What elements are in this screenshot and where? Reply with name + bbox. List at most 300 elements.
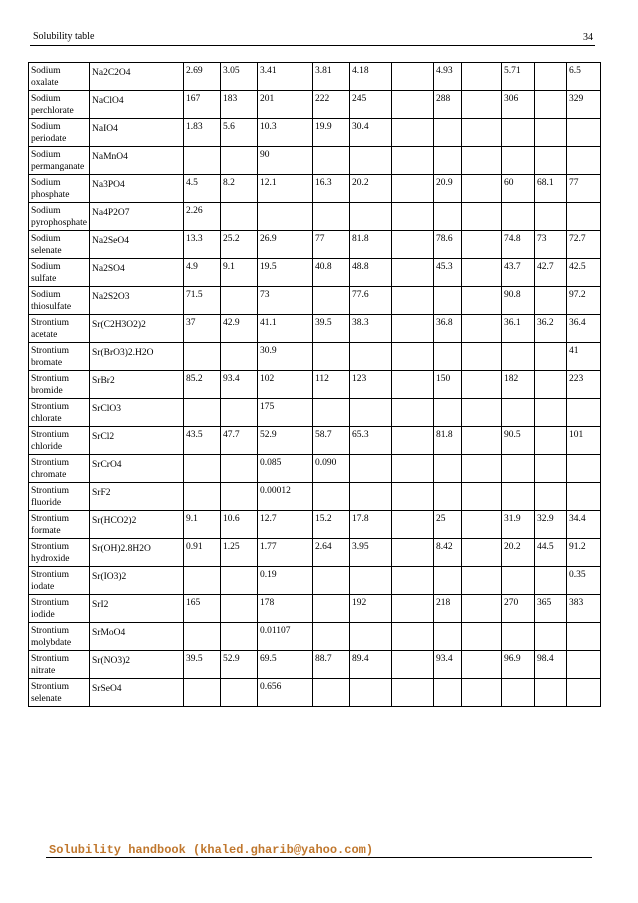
solubility-value-cell [535, 287, 567, 315]
solubility-value-cell [184, 567, 221, 595]
solubility-value-cell: 30.9 [258, 343, 313, 371]
solubility-value-cell [392, 567, 434, 595]
table-row [29, 231, 601, 259]
solubility-value-cell [462, 91, 502, 119]
solubility-value-cell [392, 455, 434, 483]
table-row [29, 63, 601, 91]
solubility-value-cell: 0.35 [567, 567, 601, 595]
formula-cell: SrCrO4 [90, 455, 184, 483]
solubility-value-cell: 78.6 [434, 231, 462, 259]
solubility-value-cell: 1.83 [184, 119, 221, 147]
solubility-value-cell: 329 [567, 91, 601, 119]
solubility-value-cell: 17.8 [350, 511, 392, 539]
solubility-value-cell: 5.6 [221, 119, 258, 147]
solubility-value-cell [313, 679, 350, 707]
solubility-value-cell [184, 679, 221, 707]
solubility-value-cell [462, 147, 502, 175]
table-row [29, 483, 601, 511]
solubility-value-cell [462, 595, 502, 623]
solubility-value-cell [535, 343, 567, 371]
solubility-value-cell [350, 567, 392, 595]
solubility-value-cell [184, 455, 221, 483]
solubility-value-cell: 0.91 [184, 539, 221, 567]
table-row [29, 595, 601, 623]
solubility-value-cell: 12.1 [258, 175, 313, 203]
solubility-value-cell: 25.2 [221, 231, 258, 259]
solubility-value-cell [502, 483, 535, 511]
solubility-value-cell [392, 231, 434, 259]
solubility-value-cell [462, 315, 502, 343]
compound-name-cell: Strontium bromide [29, 371, 90, 399]
solubility-value-cell: 36.1 [502, 315, 535, 343]
solubility-value-cell [462, 175, 502, 203]
solubility-value-cell: 52.9 [258, 427, 313, 455]
solubility-value-cell [434, 147, 462, 175]
solubility-value-cell [567, 119, 601, 147]
solubility-value-cell: 9.1 [221, 259, 258, 287]
solubility-value-cell: 10.3 [258, 119, 313, 147]
table-row [29, 343, 601, 371]
compound-name-cell: Strontium hydroxide [29, 539, 90, 567]
compound-name-cell: Sodium perchlorate [29, 91, 90, 119]
solubility-value-cell [313, 287, 350, 315]
solubility-value-cell: 8.2 [221, 175, 258, 203]
compound-name-cell: Strontium chromate [29, 455, 90, 483]
solubility-value-cell [434, 343, 462, 371]
solubility-value-cell: 123 [350, 371, 392, 399]
compound-name-cell: Strontium iodate [29, 567, 90, 595]
solubility-value-cell: 0.01107 [258, 623, 313, 651]
solubility-value-cell: 52.9 [221, 651, 258, 679]
solubility-value-cell [392, 679, 434, 707]
solubility-value-cell: 3.05 [221, 63, 258, 91]
solubility-value-cell [392, 315, 434, 343]
solubility-value-cell [392, 595, 434, 623]
solubility-value-cell: 43.7 [502, 259, 535, 287]
formula-cell: Sr(NO3)2 [90, 651, 184, 679]
formula-cell: NaIO4 [90, 119, 184, 147]
solubility-value-cell: 91.2 [567, 539, 601, 567]
solubility-value-cell: 93.4 [434, 651, 462, 679]
solubility-value-cell: 16.3 [313, 175, 350, 203]
solubility-value-cell [258, 203, 313, 231]
solubility-value-cell [221, 679, 258, 707]
solubility-value-cell [221, 455, 258, 483]
solubility-value-cell: 270 [502, 595, 535, 623]
solubility-value-cell: 6.5 [567, 63, 601, 91]
table-row [29, 119, 601, 147]
solubility-value-cell: 77 [567, 175, 601, 203]
solubility-value-cell: 90.5 [502, 427, 535, 455]
solubility-value-cell: 0.085 [258, 455, 313, 483]
solubility-value-cell [567, 623, 601, 651]
solubility-value-cell: 306 [502, 91, 535, 119]
solubility-value-cell: 4.93 [434, 63, 462, 91]
solubility-value-cell [392, 203, 434, 231]
solubility-value-cell: 101 [567, 427, 601, 455]
solubility-value-cell [502, 623, 535, 651]
compound-name-cell: Strontium chlorate [29, 399, 90, 427]
solubility-value-cell [462, 623, 502, 651]
solubility-value-cell [462, 343, 502, 371]
solubility-value-cell: 2.64 [313, 539, 350, 567]
solubility-value-cell [392, 651, 434, 679]
solubility-value-cell: 47.7 [221, 427, 258, 455]
solubility-value-cell [313, 399, 350, 427]
compound-name-cell: Strontium molybdate [29, 623, 90, 651]
compound-name-cell: Sodium pyrophosphate [29, 203, 90, 231]
solubility-value-cell [567, 147, 601, 175]
solubility-value-cell: 1.25 [221, 539, 258, 567]
solubility-value-cell [535, 63, 567, 91]
solubility-value-cell: 10.6 [221, 511, 258, 539]
solubility-value-cell: 42.5 [567, 259, 601, 287]
solubility-value-cell: 218 [434, 595, 462, 623]
solubility-value-cell: 2.69 [184, 63, 221, 91]
solubility-value-cell [462, 399, 502, 427]
solubility-value-cell [221, 203, 258, 231]
solubility-value-cell [350, 203, 392, 231]
solubility-value-cell [462, 371, 502, 399]
solubility-value-cell [434, 483, 462, 511]
solubility-value-cell: 89.4 [350, 651, 392, 679]
solubility-value-cell [462, 567, 502, 595]
solubility-value-cell [221, 399, 258, 427]
solubility-value-cell [567, 679, 601, 707]
solubility-value-cell: 38.3 [350, 315, 392, 343]
solubility-value-cell: 73 [258, 287, 313, 315]
compound-name-cell: Sodium thiosulfate [29, 287, 90, 315]
solubility-value-cell [462, 119, 502, 147]
solubility-value-cell: 13.3 [184, 231, 221, 259]
solubility-value-cell: 245 [350, 91, 392, 119]
solubility-value-cell [221, 567, 258, 595]
compound-name-cell: Sodium permanganate [29, 147, 90, 175]
solubility-value-cell: 69.5 [258, 651, 313, 679]
solubility-value-cell: 19.9 [313, 119, 350, 147]
solubility-value-cell [392, 91, 434, 119]
solubility-value-cell: 31.9 [502, 511, 535, 539]
solubility-value-cell [462, 63, 502, 91]
solubility-value-cell: 4.5 [184, 175, 221, 203]
solubility-value-cell: 20.2 [350, 175, 392, 203]
solubility-value-cell [535, 399, 567, 427]
solubility-value-cell: 36.4 [567, 315, 601, 343]
solubility-value-cell [535, 203, 567, 231]
solubility-value-cell [392, 623, 434, 651]
solubility-value-cell: 365 [535, 595, 567, 623]
solubility-value-cell [350, 147, 392, 175]
solubility-value-cell [350, 343, 392, 371]
solubility-value-cell: 48.8 [350, 259, 392, 287]
solubility-value-cell [567, 203, 601, 231]
solubility-value-cell: 85.2 [184, 371, 221, 399]
solubility-value-cell: 68.1 [535, 175, 567, 203]
formula-cell: SrClO3 [90, 399, 184, 427]
solubility-value-cell: 183 [221, 91, 258, 119]
table-row [29, 147, 601, 175]
solubility-value-cell [392, 119, 434, 147]
solubility-value-cell [392, 399, 434, 427]
solubility-value-cell [502, 343, 535, 371]
solubility-value-cell: 178 [258, 595, 313, 623]
solubility-value-cell [392, 371, 434, 399]
compound-name-cell: Sodium periodate [29, 119, 90, 147]
table-row [29, 287, 601, 315]
table-row [29, 623, 601, 651]
solubility-value-cell: 192 [350, 595, 392, 623]
solubility-value-cell [535, 567, 567, 595]
solubility-value-cell: 40.8 [313, 259, 350, 287]
formula-cell: Sr(C2H3O2)2 [90, 315, 184, 343]
solubility-value-cell [392, 63, 434, 91]
solubility-value-cell: 96.9 [502, 651, 535, 679]
footer-text: Solubility handbook (khaled.gharib@yahoo.com) [49, 843, 374, 857]
solubility-value-cell: 4.18 [350, 63, 392, 91]
solubility-value-cell [502, 567, 535, 595]
table-row [29, 511, 601, 539]
solubility-value-cell: 12.7 [258, 511, 313, 539]
compound-name-cell: Sodium selenate [29, 231, 90, 259]
solubility-value-cell [502, 119, 535, 147]
solubility-value-cell [313, 147, 350, 175]
solubility-value-cell [462, 651, 502, 679]
formula-cell: NaClO4 [90, 91, 184, 119]
page-number: 34 [583, 32, 593, 43]
solubility-value-cell [462, 511, 502, 539]
compound-name-cell: Sodium oxalate [29, 63, 90, 91]
compound-name-cell: Strontium formate [29, 511, 90, 539]
solubility-value-cell: 72.7 [567, 231, 601, 259]
solubility-value-cell [535, 91, 567, 119]
solubility-value-cell: 5.71 [502, 63, 535, 91]
compound-name-cell: Strontium iodide [29, 595, 90, 623]
solubility-value-cell: 167 [184, 91, 221, 119]
solubility-value-cell [535, 623, 567, 651]
formula-cell: SrSeO4 [90, 679, 184, 707]
solubility-value-cell [221, 287, 258, 315]
formula-cell: Sr(BrO3)2.H2O [90, 343, 184, 371]
footer-rule [46, 857, 592, 858]
solubility-value-cell: 41 [567, 343, 601, 371]
table-row [29, 567, 601, 595]
solubility-value-cell [502, 203, 535, 231]
solubility-value-cell [567, 483, 601, 511]
solubility-value-cell [392, 259, 434, 287]
formula-cell: NaMnO4 [90, 147, 184, 175]
solubility-value-cell [184, 623, 221, 651]
table-row [29, 371, 601, 399]
table-row [29, 175, 601, 203]
solubility-value-cell: 8.42 [434, 539, 462, 567]
solubility-value-cell: 9.1 [184, 511, 221, 539]
solubility-value-cell: 60 [502, 175, 535, 203]
solubility-value-cell [313, 595, 350, 623]
formula-cell: Na2SO4 [90, 259, 184, 287]
compound-name-cell: Strontium chloride [29, 427, 90, 455]
solubility-value-cell: 81.8 [434, 427, 462, 455]
solubility-value-cell [313, 567, 350, 595]
solubility-value-cell [434, 679, 462, 707]
solubility-value-cell: 1.77 [258, 539, 313, 567]
solubility-value-cell [221, 595, 258, 623]
formula-cell: Sr(OH)2.8H2O [90, 539, 184, 567]
solubility-value-cell [502, 455, 535, 483]
solubility-value-cell [221, 483, 258, 511]
solubility-value-cell: 2.26 [184, 203, 221, 231]
solubility-value-cell: 39.5 [184, 651, 221, 679]
table-row [29, 455, 601, 483]
solubility-value-cell: 32.9 [535, 511, 567, 539]
solubility-value-cell: 41.1 [258, 315, 313, 343]
formula-cell: Na4P2O7 [90, 203, 184, 231]
solubility-value-cell [350, 399, 392, 427]
solubility-value-cell [184, 343, 221, 371]
solubility-value-cell: 0.19 [258, 567, 313, 595]
formula-cell: Na2C2O4 [90, 63, 184, 91]
solubility-value-cell: 77 [313, 231, 350, 259]
solubility-value-cell [350, 455, 392, 483]
table-row [29, 91, 601, 119]
compound-name-cell: Strontium selenate [29, 679, 90, 707]
solubility-value-cell: 30.4 [350, 119, 392, 147]
solubility-value-cell [434, 399, 462, 427]
solubility-value-cell [392, 539, 434, 567]
solubility-value-cell [535, 679, 567, 707]
solubility-value-cell: 3.41 [258, 63, 313, 91]
solubility-value-cell [535, 427, 567, 455]
solubility-value-cell [462, 679, 502, 707]
solubility-value-cell: 88.7 [313, 651, 350, 679]
solubility-value-cell [462, 287, 502, 315]
solubility-value-cell: 0.656 [258, 679, 313, 707]
solubility-value-cell [567, 651, 601, 679]
formula-cell: SrI2 [90, 595, 184, 623]
solubility-value-cell [462, 203, 502, 231]
compound-name-cell: Strontium bromate [29, 343, 90, 371]
solubility-value-cell [462, 259, 502, 287]
formula-cell: Sr(IO3)2 [90, 567, 184, 595]
solubility-value-cell [434, 567, 462, 595]
solubility-value-cell: 20.2 [502, 539, 535, 567]
table-row [29, 203, 601, 231]
solubility-value-cell [434, 455, 462, 483]
solubility-value-cell: 43.5 [184, 427, 221, 455]
solubility-value-cell: 201 [258, 91, 313, 119]
solubility-value-cell: 34.4 [567, 511, 601, 539]
solubility-value-cell [313, 623, 350, 651]
solubility-value-cell [221, 623, 258, 651]
solubility-value-cell [567, 455, 601, 483]
solubility-value-cell [392, 483, 434, 511]
solubility-value-cell [350, 483, 392, 511]
solubility-value-cell [350, 679, 392, 707]
solubility-value-cell [535, 119, 567, 147]
solubility-value-cell [462, 231, 502, 259]
solubility-value-cell: 222 [313, 91, 350, 119]
solubility-value-cell [313, 343, 350, 371]
solubility-value-cell [313, 203, 350, 231]
table-row [29, 539, 601, 567]
solubility-value-cell: 288 [434, 91, 462, 119]
solubility-value-cell [392, 427, 434, 455]
solubility-value-cell: 0.00012 [258, 483, 313, 511]
formula-cell: Sr(HCO2)2 [90, 511, 184, 539]
solubility-value-cell: 15.2 [313, 511, 350, 539]
solubility-value-cell: 98.4 [535, 651, 567, 679]
solubility-value-cell [184, 147, 221, 175]
solubility-value-cell [462, 427, 502, 455]
solubility-value-cell: 45.3 [434, 259, 462, 287]
formula-cell: SrF2 [90, 483, 184, 511]
solubility-value-cell: 223 [567, 371, 601, 399]
solubility-value-cell: 3.81 [313, 63, 350, 91]
solubility-value-cell: 20.9 [434, 175, 462, 203]
formula-cell: Na2S2O3 [90, 287, 184, 315]
table-row [29, 315, 601, 343]
solubility-value-cell: 90 [258, 147, 313, 175]
header-rule [30, 45, 595, 46]
solubility-value-cell [462, 539, 502, 567]
solubility-value-cell: 4.9 [184, 259, 221, 287]
formula-cell: SrCl2 [90, 427, 184, 455]
compound-name-cell: Sodium sulfate [29, 259, 90, 287]
solubility-value-cell [221, 147, 258, 175]
solubility-value-cell: 0.090 [313, 455, 350, 483]
solubility-value-cell: 175 [258, 399, 313, 427]
solubility-value-cell [434, 119, 462, 147]
solubility-value-cell: 42.7 [535, 259, 567, 287]
table-row [29, 399, 601, 427]
solubility-value-cell: 71.5 [184, 287, 221, 315]
solubility-value-cell: 74.8 [502, 231, 535, 259]
solubility-value-cell: 383 [567, 595, 601, 623]
compound-name-cell: Strontium fluoride [29, 483, 90, 511]
solubility-value-cell: 25 [434, 511, 462, 539]
solubility-value-cell [502, 147, 535, 175]
solubility-value-cell [535, 371, 567, 399]
solubility-value-cell: 37 [184, 315, 221, 343]
solubility-value-cell [392, 147, 434, 175]
table-row [29, 259, 601, 287]
solubility-value-cell [434, 623, 462, 651]
solubility-value-cell [313, 483, 350, 511]
solubility-value-cell: 36.8 [434, 315, 462, 343]
solubility-value-cell [502, 679, 535, 707]
solubility-value-cell: 81.8 [350, 231, 392, 259]
solubility-value-cell [535, 147, 567, 175]
solubility-value-cell: 165 [184, 595, 221, 623]
solubility-table [28, 62, 601, 707]
solubility-value-cell [567, 399, 601, 427]
solubility-value-cell: 39.5 [313, 315, 350, 343]
solubility-value-cell: 44.5 [535, 539, 567, 567]
formula-cell: Na2SeO4 [90, 231, 184, 259]
solubility-value-cell [502, 399, 535, 427]
solubility-value-cell [392, 287, 434, 315]
compound-name-cell: Strontium nitrate [29, 651, 90, 679]
solubility-value-cell: 102 [258, 371, 313, 399]
solubility-value-cell [462, 483, 502, 511]
formula-cell: Na3PO4 [90, 175, 184, 203]
solubility-value-cell: 182 [502, 371, 535, 399]
solubility-value-cell: 73 [535, 231, 567, 259]
formula-cell: SrMoO4 [90, 623, 184, 651]
compound-name-cell: Strontium acetate [29, 315, 90, 343]
solubility-value-cell: 36.2 [535, 315, 567, 343]
solubility-value-cell [535, 455, 567, 483]
page-header-title: Solubility table [33, 31, 95, 42]
